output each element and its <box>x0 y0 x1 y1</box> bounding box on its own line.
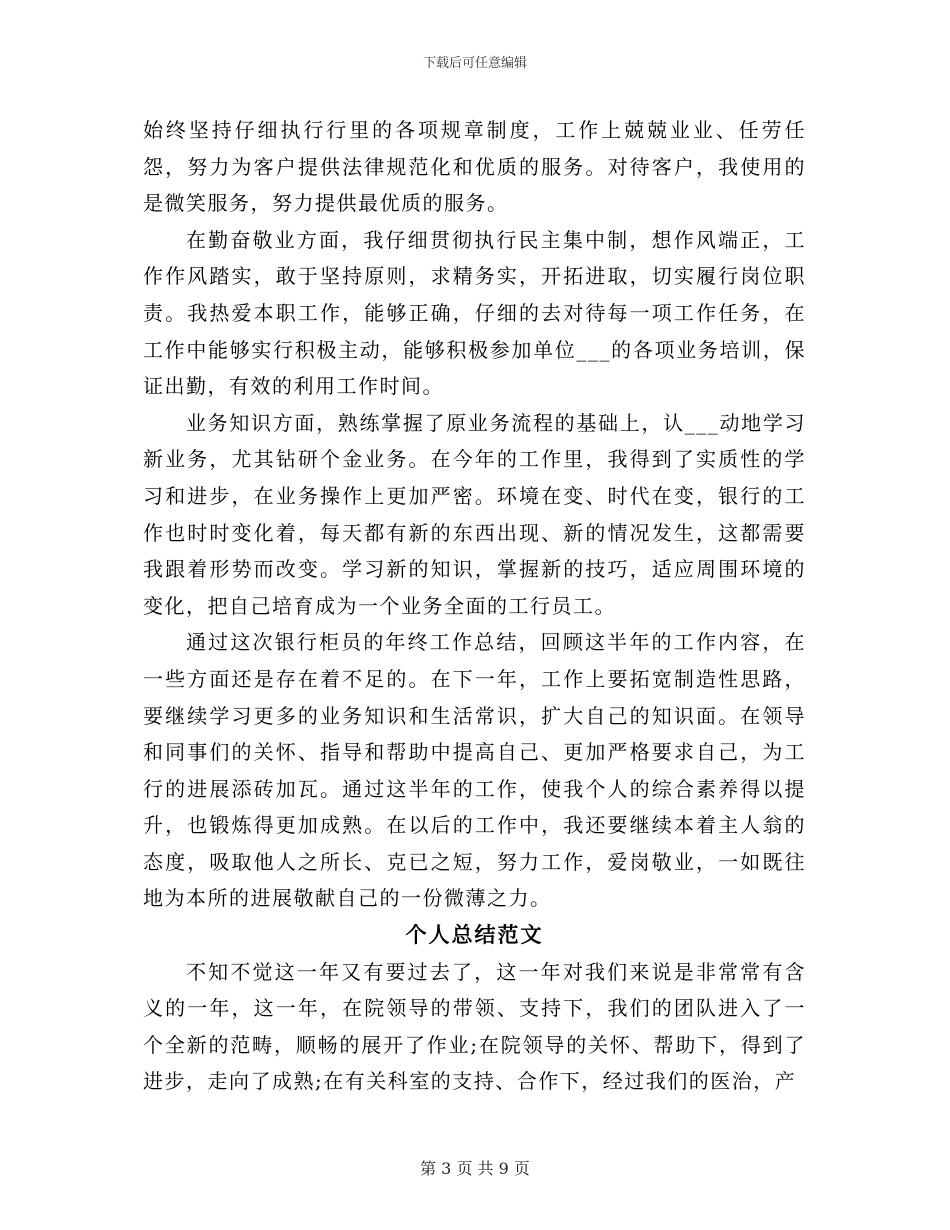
paragraph-summary: 通过这次银行柜员的年终工作总结，回顾这半年的工作内容，在一些方面还是存在着不足的。在下一年，工作上要拓宽制造性思路，要继续学习更多的业务知识和生活常识，扩大自己的知识面。在领导和同事们的关怀、指导和帮助中提高自己、更加严格要求自己，为工行的进展添砖加瓦。通过这半年的工作，使我个人的综合素养得以提升，也锻炼得更加成熟。在以后的工作中，我还要继续本着主人翁的态度，吸取他人之所长、克已之短，努力工作，爱岗敬业，一如既往地为本所的进展敬献自己的一份微薄之力。 <box>143 630 806 911</box>
section-title: 个人总结范文 <box>405 923 544 948</box>
page-header: 下载后可任意编辑 <box>422 56 527 71</box>
paragraph-diligence: 在勤奋敬业方面，我仔细贯彻执行民主集中制，想作风端正，工作作风踏实，敢于坚持原则，求精务实，开拓进取，切实履行岗位职责。我热爱本职工作，能够正确，仔细的去对待每一项工作任务，在工作中能够实行积极主动，能够积极参加单位___的各项业务培训，保证出勤，有效的利用工作时间。 <box>143 227 806 399</box>
document-body <box>143 112 806 1100</box>
paragraph-business-knowledge: 业务知识方面，熟练掌握了原业务流程的基础上，认___动地学习新业务，尤其钻研个金业务。在今年的工作里，我得到了实质性的学习和进步，在业务操作上更加严密。环境在变、时代在变，银行的工作也时时变化着，每天都有新的东西出现、新的情况发生，这都需要我跟着形势而改变。学习新的知识，掌握新的技巧，适应周围环境的变化，把自己培育成为一个业务全面的工行员工。 <box>143 410 806 618</box>
paragraph-section-intro: 不知不觉这一年又有要过去了，这一年对我们来说是非常常有含义的一年，这一年，在院领导的带领、支持下，我们的团队进入了一个全新的范畴，顺畅的展开了作业;在院领导的关怀、帮助下，得到了进步，走向了成熟;在有关科室的支持、合作下，经过我们的医治，产 <box>143 959 806 1094</box>
paragraph-continuation: 始终坚持仔细执行行里的各项规章制度，工作上兢兢业业、任劳任怨，努力为客户提供法律规范化和优质的服务。对待客户，我使用的是微笑服务，努力提供最优质的服务。 <box>143 118 806 216</box>
page-number: 第 3 页 共 9 页 <box>420 1159 530 1178</box>
